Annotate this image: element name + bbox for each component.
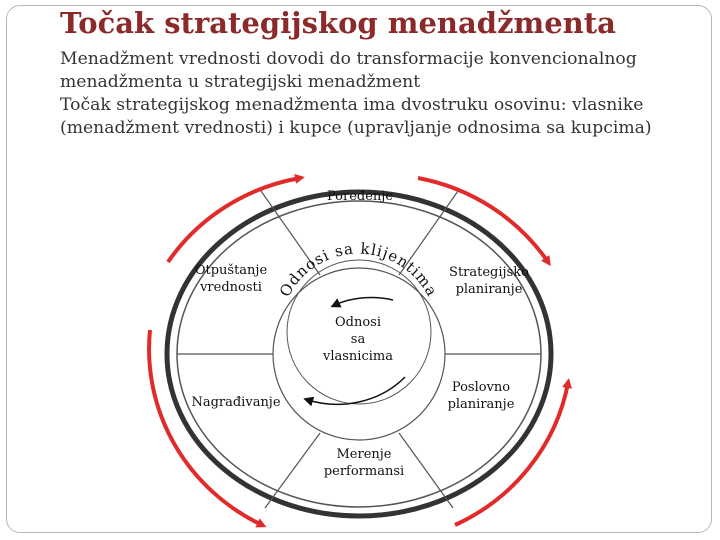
body-line-2: menadžmenta u strategijski menadžment <box>60 72 421 92</box>
slide-title: Točak strategijskog menadžmenta <box>60 6 616 40</box>
label-otpustanje: Otpuštanje <box>194 263 268 278</box>
red-arrow-top-left <box>168 178 300 262</box>
label-vrednosti: vrednosti <box>200 280 262 295</box>
hub-curved-text: Odnosi sa klijentima <box>275 239 442 300</box>
label-poslovno: Poslovno <box>451 380 511 395</box>
label-nagradjivanje: Nagrađivanje <box>191 395 281 410</box>
label-strategijsko: Strategijsko <box>449 265 529 280</box>
label-planiranje-1: planiranje <box>455 282 523 297</box>
body-line-4: (menadžment vrednosti) i kupce (upravljanje odnosima sa kupcima) <box>60 118 652 138</box>
label-merenje: Merenje <box>336 447 392 462</box>
label-poredjenje: Poređenje <box>326 189 394 204</box>
hub-label-odnosi: Odnosi <box>334 315 382 330</box>
hub-label-sa: sa <box>350 332 366 347</box>
body-line-1: Menadžment vrednosti dovodi do transformacije konvencionalnog <box>60 49 637 69</box>
label-planiranje-2: planiranje <box>447 397 515 412</box>
body-line-3: Točak strategijskog menadžmenta ima dvostruku osovinu: vlasnike <box>60 95 644 115</box>
hub-label-vlasnicima: vlasnicima <box>323 349 393 364</box>
label-performansi: performansi <box>323 464 405 479</box>
